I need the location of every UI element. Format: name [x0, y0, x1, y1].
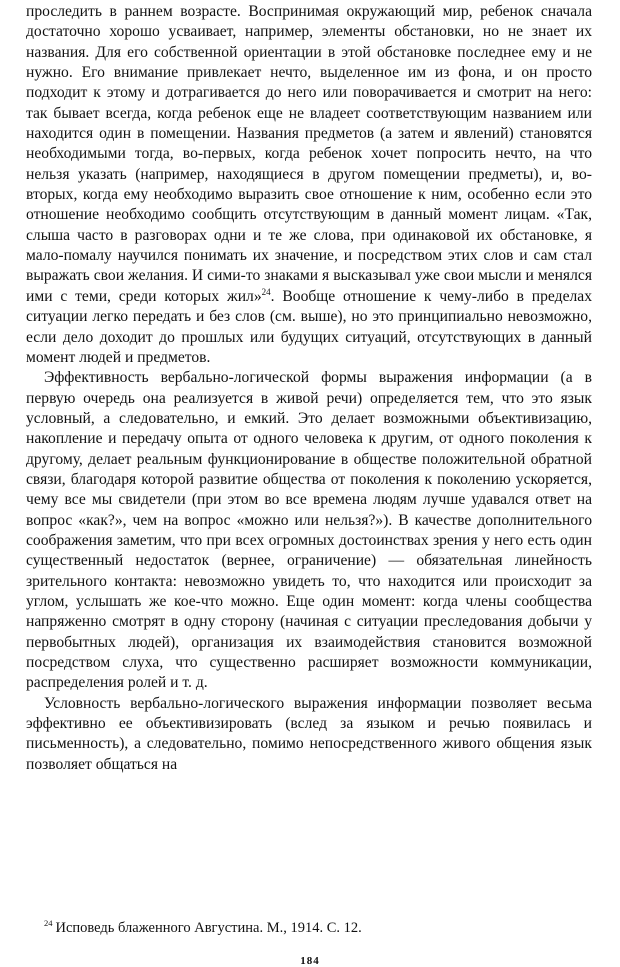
footnote-text: Исповедь блаженного Августина. М., 1914. С. 12.	[55, 920, 362, 936]
paragraph-3: Условность вербально-логического выражения информации позволяет весьма эффективно ее объективизировать (вслед за языком и речью появилась и письменность), а следовательно, помимо непосредственного живого общения язык позволяет общаться на	[26, 694, 592, 773]
page-number: 184	[300, 955, 320, 967]
footnote-number: 24	[44, 918, 53, 929]
paragraph-1-text-continued: . Вообще отношение к чему-либо в пределах ситуации легко передать и без слов (см. выше), но это принципиально невозможно, если дело доходит до прошлых или будущих ситуаций, отсутствующих в данный момент людей и предметов.	[26, 287, 592, 366]
paragraph-2: Эффективность вербально-логической формы выражения информации (а в первую очередь она реализуется в живой речи) определяется тем, что это язык условный, а следовательно, и емкий. Это делает возможными объективизацию, накопление и передачу опыта от одного человека к другим, от одного поколения к другому, делает реальным функционирование в обществе положительной обратной связи, благодаря которой развитие общества от поколения к поколению ускоряется, чему все мы свидетели (при этом во все времена людям лучше удавался ответ на вопрос «как?», чем на вопрос «можно или нельзя?»). В качестве дополнительного соображения заметим, что при всех огромных достоинствах зрения у него есть один существенный недостаток (вернее, ограничение) — обязательная линейность зрительного контакта: невозможно увидеть то, что находится или происходит за углом, услышать же кое-что можно. Еще один момент: когда члены сообщества напряженно смотрят в одну сторону (начиная с ситуации преследования добычи у первобытных людей), организация их взаимодействия становится возможной посредством слуха, что существенно расширяет возможности коммуникации, распределения ролей и т. д.	[26, 369, 592, 692]
footnote-reference: 24	[261, 286, 271, 297]
paragraph-1-text: проследить в раннем возрасте. Воспринимая окружающий мир, ребенок сначала достаточно хорошо усваивает, например, элементы обстановки, но не знает их названия. Для его собственной ориентации в этой обстановке последнее ему и не нужно. Его внимание привлекает нечто, выделенное им из фона, и он просто подходит к этому и дотрагивается до него или поворачивается и смотрит на него: так бывает всегда, когда ребенок еще не владеет соответствующим названием или находится один в помещении. Названия предметов (а затем и явлений) становятся необходимыми тогда, во-первых, когда ребенок хочет попросить нечто, на что нельзя указать (например, находящиеся в другом помещении предметы), и, во-вторых, когда ему необходимо выразить свое отношение к ним, особенно если это отношение необходимо сообщить отсутствующим в данный момент лицам. «Так, слыша часто в разговорах одни и те же слова, при одинаковой их обстановке, я мало-помалу научился понимать их значение, и посредством этих слов и сам стал выражать свои желания. И сими-то знаками я высказывал уже свои мысли и менялся ими с теми, среди которых жил»	[26, 3, 592, 305]
main-text	[26, 2, 592, 775]
paragraph-1	[26, 2, 592, 368]
footnote	[44, 919, 362, 937]
